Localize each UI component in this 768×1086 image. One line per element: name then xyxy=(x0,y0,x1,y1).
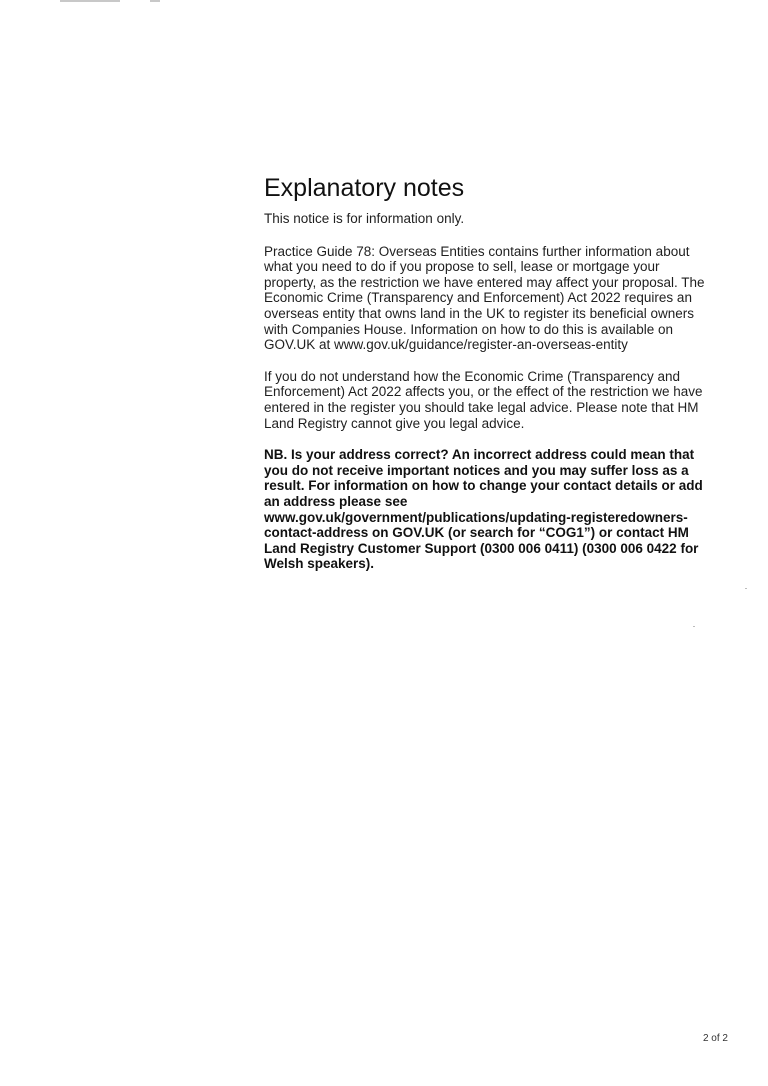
scan-edge-mark xyxy=(150,0,160,2)
address-notice-paragraph: NB. Is your address correct? An incorrect address could mean that you do not receive important notices and you may suffer loss as a result. For information on how to change your contact details or add an address please see www.gov.uk/government/publications/updating-registeredowners-contact-address on GOV.UK (or search for “COG1”) or contact HM Land Registry Customer Support (0300 006 0411) (0300 006 0422 for Welsh speakers). xyxy=(264,447,703,572)
legal-advice-paragraph: If you do not understand how the Economic Crime (Transparency and Enforcement) Act 2022 affects you, or the effect of the restriction we have entered in the register you should take legal advice. Please note that HM Land Registry cannot give you legal advice. xyxy=(264,368,703,431)
page-title: Explanatory notes xyxy=(264,174,465,202)
scan-edge-mark xyxy=(60,0,120,2)
document-body xyxy=(264,172,710,588)
scan-speck xyxy=(745,588,747,589)
page-number: 2 of 2 xyxy=(702,1033,728,1044)
scan-speck xyxy=(693,626,695,627)
info-only-paragraph: This notice is for information only. xyxy=(264,211,465,226)
practice-guide-paragraph: Practice Guide 78: Overseas Entities contains further information about what you need to do if you propose to sell, lease or mortgage your property, as the restriction we have entered may affect your proposal. The Economic Crime (Transparency and Enforcement) Act 2022 requires an overseas entity that owns land in the UK to register its beneficial owners with Companies House. Information on how to do this is available on GOV.UK at www.gov.uk/guidance/register-an-overseas-entity xyxy=(264,243,705,353)
